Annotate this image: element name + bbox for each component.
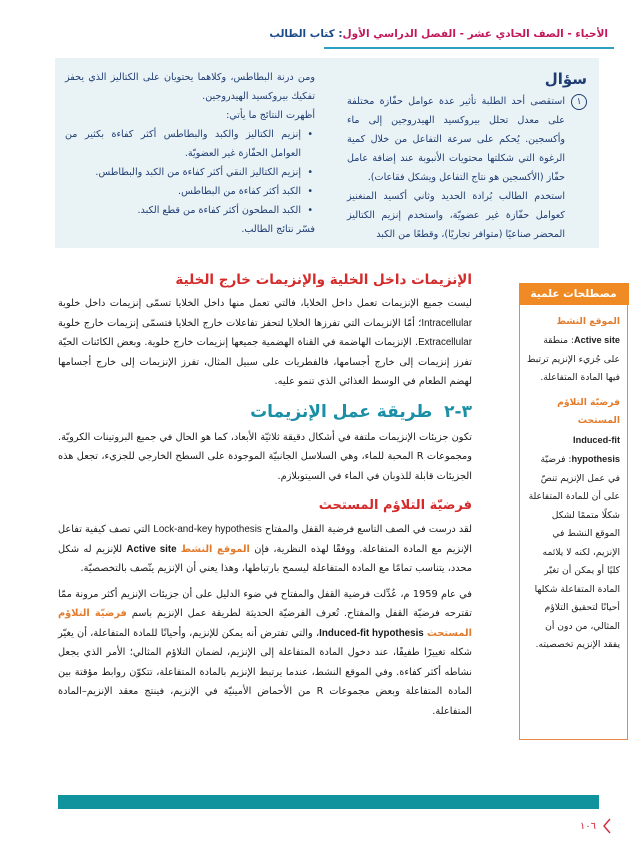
glossary-term-induced-fit: فرضيّة التلاؤم المستحث Induced-fit hypothesis: فرضيّة في عمل الإنزيم تنصّ على أن للمادة المتفاعلة شكلًا متممًا لشكل الموقع النشط في الإنزيم، لكنه لا يلائمه كليًا أو يمكن أن تغيّر المادة المتفاعلة شكلها أحيانًا لتحقيق التلاؤم المثالي، من دون أن يفقد الإنزيم تخصصيته. <box>527 394 620 655</box>
glossary-definition: منطقة على جُزيء الإنزيم ترتبط فيها المادة المتفاعلة. <box>527 335 620 383</box>
section1-paragraph <box>58 294 472 392</box>
english-term: Intracellular <box>421 317 472 329</box>
glossary-sidebar <box>519 283 628 740</box>
glossary-term-en: Induced-fit hypothesis <box>571 434 620 464</box>
header-divider <box>324 47 614 49</box>
section3-paragraph-2 <box>58 585 472 722</box>
page-header <box>269 22 638 46</box>
highlighted-term: الموقع النشط <box>180 543 250 555</box>
section-title: طريقة عمل الإنزيمات <box>250 401 433 422</box>
text-run: ؛ أمّا الإنزيمات التي تفرزها الخلايا لتحفز تفاعلات خارج الخلايا فتسمّى إنزيمات خارج خلوية <box>58 317 422 329</box>
page-number: ١٠٦ <box>579 820 596 832</box>
section-number: ٣-٢ <box>444 401 472 422</box>
text-run: لقد درست في الصف التاسع فرضية القفل والمفتاح <box>264 524 472 535</box>
text-run: في عام 1959 م، عُدِّلت فرضية القفل والمفتاح في ضوء الدليل على أن جزيئات الإنزيم أكثر مرونة ممّا تقترحه فرضيّة القفل والمفتاح. تُعرف الفرضيّة الحديثة لطريقة عمل الإنزيم باسم <box>58 588 472 619</box>
english-term: Extracellular <box>418 337 472 348</box>
results-list-item: • إنزيم الكتاليز والكبد والبطاطس أكثر كفاءة بكثير من العوامل الحفّازة غير العضويّة. <box>65 125 315 163</box>
highlighted-term: فرضيّة التلاؤم المستحث <box>58 608 472 639</box>
glossary-term-active-site: الموقع النشط Active site: منطقة على جُزيء الإنزيم ترتبط فيها المادة المتفاعلة. <box>527 313 620 388</box>
text-run: ليست جميع الإنزيمات تعمل داخل الخلايا، فالتي تعمل منها داخل الخلايا تسمّى إنزيمات داخل خلوية <box>58 298 472 309</box>
main-content <box>58 268 472 721</box>
text-run: . الإنزيمات الهاضمة في القناة الهضمية جميعها إنزيمات خارج خلوية. وبعض الكائنات الحيّة تفرز إنزيمات إلى خارج أجسامها، فالفطريات على سبيل المثال، تفرز الإنزيمات إلى خارج أجسامها لهضم الطعام في الوسط الغذائي الذي تنمو عليه. <box>58 337 472 387</box>
section-heading-induced-fit: فرضيّة التلاؤم المستحث <box>318 498 472 513</box>
bottom-color-bar <box>58 795 599 809</box>
text-run: ، والتي تفترض أنه يمكن للإنزيم، وأحيانًا للمادة المتفاعلة، أن يغيّر شكله تغييرًا طفيفًا، عند دخول المادة المتفاعلة إلى الإنزيم، لضمان التلاؤم المثالي؛ الأمر الذي يجعل نشاطه أكثر كفاءة. وفي الموقع النشط، عندما يرتبط الإنزيم بالمادة المتفاعلة، تتكوّن روابط مؤقتة بين المادة المتفاعلة وبعض مجموعات R من الأحماض الأمينيّة في الإنزيم، فينتج معقد الإنزيم–المادة المتفاعلة. <box>58 627 473 717</box>
page-footer <box>580 818 612 834</box>
section3-paragraph-1 <box>58 520 472 579</box>
english-term: Active site <box>126 543 177 555</box>
glossary-definition: فرضيّة في عمل الإنزيم تنصّ على أن للمادة المتفاعلة شكلًا متممًا لشكل الموقع النشط في الإنزيم، لكنه لا يلائمه كليًا أو يمكن أن تغيّر المادة المتفاعلة شكلها أحيانًا لتحقيق التلاؤم المثالي، من دون أن يفقد الإنزيم تخصصيته. <box>528 454 620 650</box>
question-title: سؤال <box>544 70 587 88</box>
question-paragraph-3: ومن درنة البطاطس، وكلاهما يحتويان على الكتاليز الذي يحفز تفكيك بيروكسيد الهيدروجين. <box>65 72 315 102</box>
text-run: التي تصف كيفية تفاعل الإنزيم مع المادة المتفاعلة. ووفقًا لهذه النظرية، فإن <box>58 524 472 555</box>
chevron-left-icon[interactable] <box>602 818 612 834</box>
results-list-item: • الكبد أكثر كفاءة من البطاطس. <box>65 182 315 201</box>
glossary-term-ar: الموقع النشط <box>556 315 620 327</box>
results-list-item: • إنزيم الكتاليز النقي أكثر كفاءة من الكبد والبطاطس. <box>65 163 315 182</box>
section2-paragraph: تكون جزيئات الإنزيمات ملتفة في أشكال دقيقة ثلاثيّة الأبعاد، كما هو الحال في جميع البروتينات الكرويّة. ومجموعات R المحبة للماء، وهي السلاسل الجانبيّة الموجودة على السطح الخارجي للجزيء، تجعل هذه الجزيئات قابلة للذوبان في الماء في السيتوبلازم. <box>58 431 472 482</box>
question-number-badge: ١ <box>571 94 587 110</box>
question-right-column <box>347 68 587 244</box>
section-heading-intra-extra: الإنزيمات داخل الخلية والإنزيمات خارج الخلية <box>175 272 472 288</box>
question-box <box>55 58 599 248</box>
results-intro: أظهرت النتائج ما يأتي: <box>226 110 315 121</box>
question-paragraph-2: استخدم الطالب بُرادة الحديد وثاني أكسيد المنغنيز كعوامل حفّازة غير عضويّة، واستخدم إنزيم الكتاليز المحضر صناعيًا (متوافر تجاريًا)، وقطعًا من الكبد <box>347 191 565 240</box>
english-term: Lock-and-key hypothesis <box>153 524 262 535</box>
book-title <box>269 28 608 40</box>
results-list <box>65 125 315 220</box>
text-run: للإنزيم له شكل محدد، يتناسب تمامًا مع المادة المتفاعلة ليسمح بارتباطها، وهذا يعني أن الإنزيم يتّصف بالتخصصيّة. <box>58 543 472 574</box>
glossary-term-en: Active site <box>574 335 620 345</box>
section-heading-how-enzymes-work <box>58 398 472 426</box>
glossary-term-ar: فرضيّة التلاؤم المستحث <box>557 396 620 426</box>
results-list-item: • الكبد المطحون أكثر كفاءة من قطع الكبد. <box>65 201 315 220</box>
question-left-column <box>65 68 315 239</box>
book-title-sub: : كتاب الطالب <box>269 28 343 40</box>
glossary-title: مصطلحات علمية <box>519 283 629 305</box>
question-task: فسّر نتائج الطالب. <box>241 224 315 235</box>
book-title-main: الأحياء - الصف الحادي عشر - الفصل الدراسي الأول <box>342 28 608 40</box>
question-paragraph-1: استقصى أحد الطلبة تأثير عدة عوامل حفّازة مختلفة على معدل تحلل بيروكسيد الهيدروجين إلى ماء وأكسجين. يُحكم على سرعة التفاعل من خلال كمية الرغوة التي شكلتها محتويات الأنبوبة عند إضافة عامل حفّاز (الأكسجين هو نتاج التفاعل ويشكل فقاعات). <box>347 96 565 183</box>
english-term: Induced-fit hypothesis <box>319 627 424 639</box>
